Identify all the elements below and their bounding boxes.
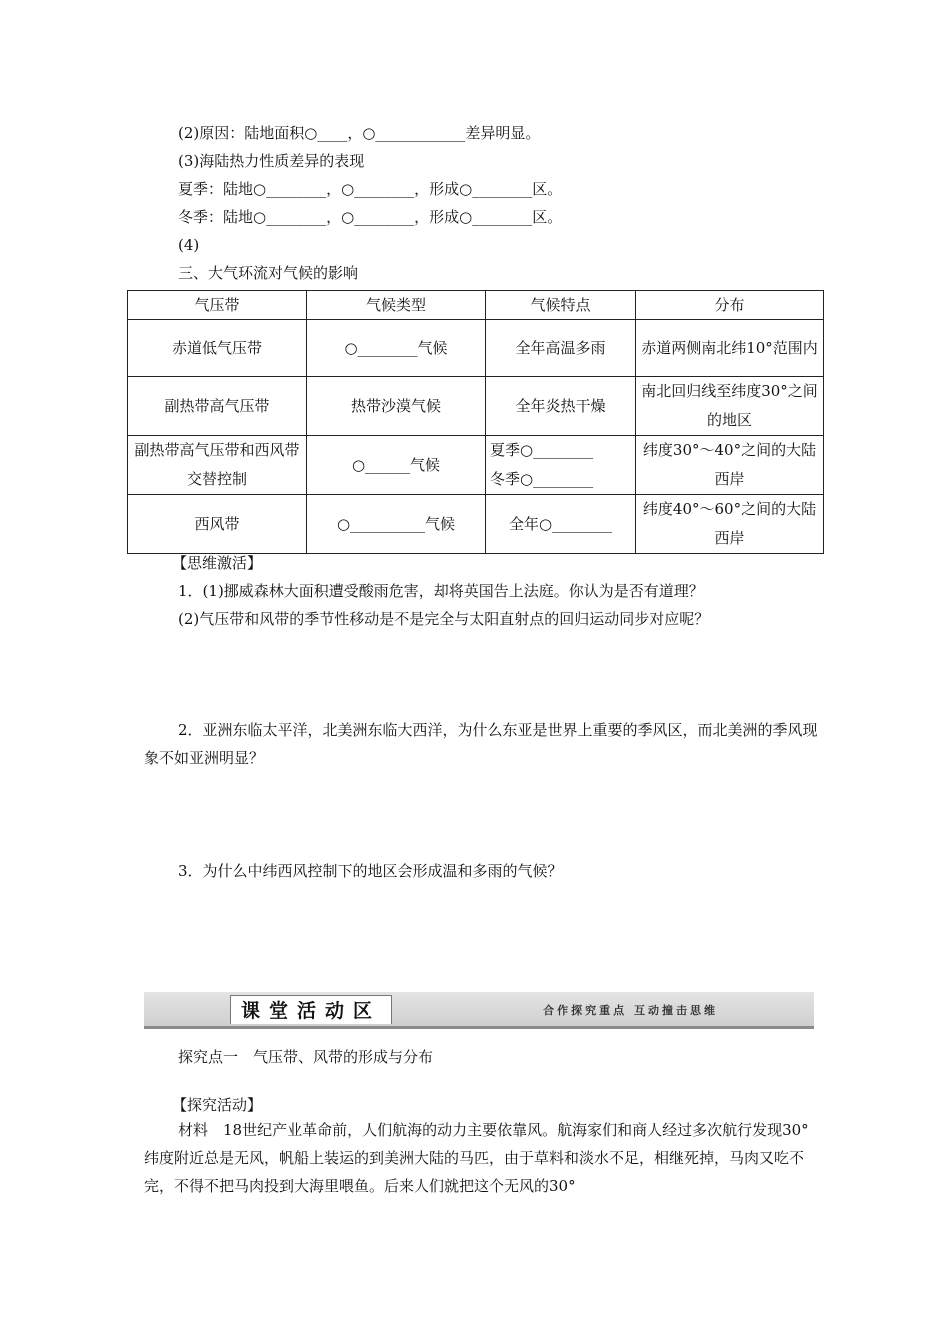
question-3: 3．为什么中纬西风控制下的地区会形成温和多雨的气候？ <box>178 862 563 880</box>
summer-line: 夏季：陆地○________，○________，形成○________区。 <box>178 180 563 198</box>
performance-title: (3)海陆热力性质差异的表现 <box>178 152 365 170</box>
belt-cell: 副热带高气压带 <box>128 377 307 436</box>
banner-tagline: 合作探究重点 互动撞击思维 <box>543 1004 718 1017</box>
type-cell: 热带沙漠气候 <box>307 377 486 436</box>
distribution-cell: 南北回归线至纬度30°之间的地区 <box>636 377 824 436</box>
header-cell: 气压带 <box>128 291 307 320</box>
banner-title: 课堂活动区 <box>230 995 392 1024</box>
question-1a: 1．(1)挪威森林大面积遭受酸雨危害，却将英国告上法庭。你认为是否有道理？ <box>178 582 704 600</box>
table-row <box>128 377 824 436</box>
feature-summer: 夏季○________ <box>490 441 594 459</box>
header-cell: 气候类型 <box>307 291 486 320</box>
question-1b: (2)气压带和风带的季节性移动是不是完全与太阳直射点的回归运动同步对应呢？ <box>178 610 710 628</box>
belt-cell: 副热带高气压带和西风带交替控制 <box>128 436 307 495</box>
climate-table <box>127 290 824 554</box>
feature-cell: 全年高温多雨 <box>486 320 636 377</box>
material-paragraph: 材料 18世纪产业革命前，人们航海的动力主要依靠风。航海家们和商人经过多次航行发现30°纬度附近总是无风，帆船上装运的到美洲大陆的马匹，由于草料和淡水不足，相继死掉，马肉又吃不完，不得不把马肉投到大海里喂鱼。后来人们就把这个无风的30° <box>144 1121 809 1195</box>
type-cell: ○________气候 <box>307 320 486 377</box>
table-row <box>128 495 824 554</box>
thinking-title: 【思维激活】 <box>172 554 263 572</box>
belt-cell: 西风带 <box>128 495 307 554</box>
type-cell: ○______气候 <box>307 436 486 495</box>
distribution-cell: 赤道两侧南北纬10°范围内 <box>636 320 824 377</box>
header-cell: 分布 <box>636 291 824 320</box>
feature-cell <box>486 436 636 495</box>
feature-winter: 冬季○________ <box>490 470 594 488</box>
section-banner <box>144 992 814 1029</box>
item-4: (4) <box>178 236 200 254</box>
winter-line: 冬季：陆地○________，○________，形成○________区。 <box>178 208 563 226</box>
table-row <box>128 436 824 495</box>
activity-title: 【探究活动】 <box>172 1096 263 1114</box>
table-row <box>128 320 824 377</box>
question-2: 2．亚洲东临太平洋，北美洲东临大西洋，为什么东亚是世界上重要的季风区，而北美洲的季风现象不如亚洲明显？ <box>144 721 818 767</box>
header-cell: 气候特点 <box>486 291 636 320</box>
belt-cell: 赤道低气压带 <box>128 320 307 377</box>
cause-line: (2)原因：陆地面积○____，○____________差异明显。 <box>178 124 541 142</box>
distribution-cell: 纬度30°～40°之间的大陆西岸 <box>636 436 824 495</box>
table-header-row <box>128 291 824 320</box>
feature-cell: 全年炎热干燥 <box>486 377 636 436</box>
explore-point-title: 探究点一 气压带、风带的形成与分布 <box>178 1048 434 1066</box>
type-cell: ○__________气候 <box>307 495 486 554</box>
distribution-cell: 纬度40°～60°之间的大陆西岸 <box>636 495 824 554</box>
feature-cell: 全年○________ <box>486 495 636 554</box>
section-three-title: 三、大气环流对气候的影响 <box>178 264 359 282</box>
